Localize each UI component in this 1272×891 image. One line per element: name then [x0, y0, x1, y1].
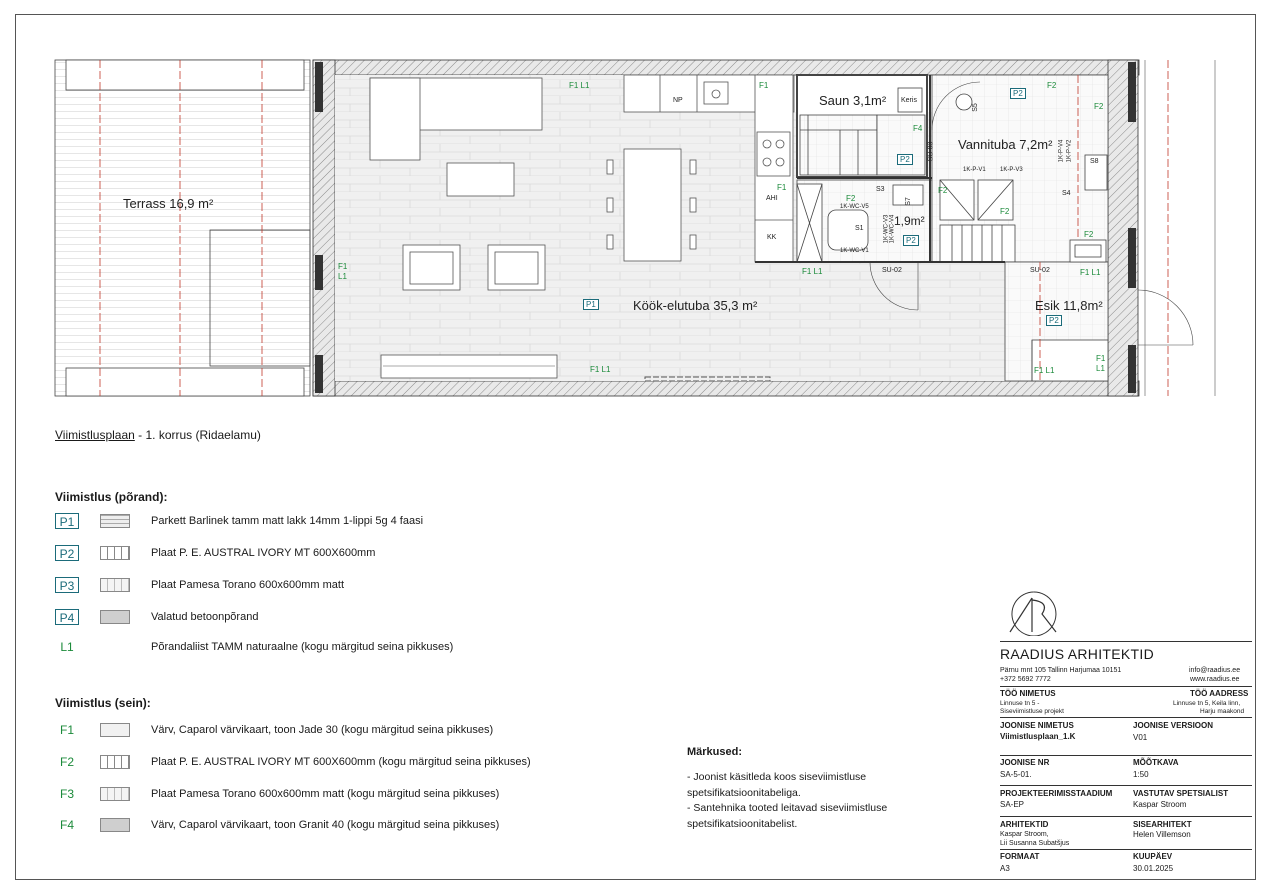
legend-row-f2 [55, 754, 575, 772]
door-su03: SU-03 [927, 141, 935, 162]
legend-text: Plaat P. E. AUSTRAL IVORY MT 600X600mm (kogu märgitud seina pikkuses) [151, 756, 531, 768]
swatch-paint-jade [100, 723, 130, 737]
note-line: - Santehnika tooted leitavad siseviimistluse [687, 802, 888, 814]
finish-tag: F1 [777, 183, 787, 192]
room-label-kitchen-living: Köök-elutuba 35,3 m² [633, 298, 758, 313]
drawing-title-main: Viimistlusplaan [55, 428, 135, 442]
legend-text: Plaat P. E. AUSTRAL IVORY MT 600X600mm [151, 547, 376, 559]
swatch-tile-torano [100, 578, 130, 592]
swatch-tile-ivory [100, 546, 130, 560]
legend-text: Parkett Barlinek tamm matt lakk 14mm 1-lippi 5g 4 faasi [151, 515, 424, 527]
scale-value: 1:50 [1133, 770, 1149, 779]
drawing-name-heading: JOONISE NIMETUS [1000, 721, 1074, 730]
swatch-tile-ivory [100, 755, 130, 769]
finish-tag: F1 L1 [590, 365, 611, 374]
swatch-tile-torano [100, 787, 130, 801]
company-address: Pärnu mnt 105 Tallinn Harjumaa 10151 [1000, 667, 1122, 674]
title-block-rule [1000, 686, 1252, 687]
drawing-no-heading: JOONISE NR [1000, 758, 1050, 767]
drawing-version-value: V01 [1133, 733, 1148, 742]
drawing-name-value: Viimistlusplaan_1.K [1000, 732, 1076, 741]
legend-code: P1 [55, 513, 79, 529]
company-email: info@raadius.ee [1189, 667, 1241, 674]
title-block-rule [1000, 849, 1252, 850]
swatch-parquet [100, 514, 130, 528]
architect-heading: ARHITEKTID [1000, 820, 1049, 829]
legend-code: P4 [55, 609, 79, 625]
date-heading: KUUPÄEV [1133, 852, 1173, 861]
legend-text: Värv, Caparol värvikaart, toon Granit 40 (kogu märgitud seina pikkuses) [151, 819, 500, 831]
legend-row-f1 [55, 722, 575, 740]
interior-architect-value: Helen Villemson [1133, 830, 1191, 839]
finish-tag: F2 [846, 194, 856, 203]
floor-tag: P2 [1046, 315, 1062, 326]
pipe-p-v3: 1K-P-V3 [1000, 167, 1023, 173]
pipe-wc-v1: 1K-WC-V1 [840, 248, 869, 254]
work-name-2: Siseviimistluse projekt [1000, 708, 1064, 715]
work-name-heading: TÖÖ NIMETUS [1000, 689, 1056, 698]
legend-text: Plaat Pamesa Torano 600x600mm matt (kogu märgitud seina pikkuses) [151, 788, 500, 800]
legend-code: F2 [59, 755, 74, 769]
pipe-p-v2: 1K-P-V2 [1066, 139, 1073, 163]
notes-heading: Märkused: [687, 746, 743, 758]
finish-tag: F1 L1 [1034, 366, 1055, 375]
door-su02-wc: SU-02 [882, 267, 902, 274]
finish-tag: F4 [913, 124, 923, 133]
legend-row-p1 [55, 513, 575, 531]
scale-heading: MÕÕTKAVA [1133, 758, 1179, 767]
finish-tag: F1 L1 [1080, 268, 1101, 277]
room-label-bathroom: Vannituba 7,2m² [958, 137, 1053, 152]
legend-row-f4 [55, 817, 575, 835]
fixture-s1: S1 [855, 225, 864, 232]
room-label-sauna: Saun 3,1m² [819, 93, 887, 108]
terrace-deck [55, 60, 310, 396]
legend-row-f3 [55, 786, 575, 804]
work-address-heading: TÖÖ AADRESS [1190, 689, 1249, 698]
legend-code: F3 [59, 787, 74, 801]
finish-tag: F1 [338, 262, 348, 271]
finish-tag: F2 [1094, 102, 1104, 111]
drawing-version-heading: JOONISE VERSIOON [1133, 721, 1214, 730]
title-block-rule [1000, 717, 1252, 718]
fixture-np: NP [673, 97, 683, 104]
floor-legend-heading: Viimistlus (põrand): [55, 490, 168, 504]
architect-2: Lii Susanna Subatšjus [1000, 840, 1070, 847]
title-block-rule [1000, 641, 1252, 642]
logo-mark [1000, 588, 1070, 636]
architect-1: Kaspar Stroom, [1000, 831, 1049, 838]
legend-row-l1 [55, 639, 575, 657]
legend-text: Põrandaliist TAMM naturaalne (kogu märgitud seina pikkuses) [151, 641, 454, 653]
room-label-terrace: Terrass 16,9 m² [123, 196, 214, 211]
drawing-no-value: SA-5-01. [1000, 770, 1032, 779]
finish-tag: F2 [1047, 81, 1057, 90]
fixture-s7: S7 [904, 197, 912, 206]
finish-tag: F1 L1 [802, 267, 823, 276]
pipe-wc-v4: 1K-WC-V4 [889, 214, 896, 244]
stage-value: SA-EP [1000, 800, 1025, 809]
legend-code: P2 [55, 545, 79, 561]
swatch-concrete [100, 610, 130, 624]
door-su02-bath: SU-02 [1030, 267, 1050, 274]
work-address-2: Harju maakond [1200, 708, 1245, 715]
fixture-s8: S8 [1090, 158, 1099, 165]
legend-code: P3 [55, 577, 79, 593]
floor-tag: P1 [583, 299, 599, 310]
finish-tag: F2 [1000, 207, 1010, 216]
finish-tag: F2 [938, 186, 948, 195]
company-phone: +372 5692 7772 [1000, 676, 1051, 683]
legend-code: L1 [60, 640, 74, 654]
date-value: 30.01.2025 [1133, 864, 1174, 873]
pipe-p-v4: 1K-P-V4 [1058, 139, 1065, 163]
note-line: spetsifikatsioonitabelist. [687, 818, 798, 830]
specialist-value: Kaspar Stroom [1133, 800, 1187, 809]
floor-tag: P2 [903, 235, 919, 246]
work-address-1: Linnuse tn 5, Keila linn, [1173, 700, 1241, 707]
legend-text: Värv, Caparol värvikaart, toon Jade 30 (kogu märgitud seina pikkuses) [151, 724, 494, 736]
legend-text: Plaat Pamesa Torano 600x600mm matt [151, 579, 345, 591]
floor-tag: P2 [897, 154, 913, 165]
fixture-s4: S4 [1062, 190, 1071, 197]
finish-tag: L1 [1096, 364, 1105, 373]
room-label-hall: Esik 11,8m² [1035, 298, 1103, 313]
swatch-paint-granit [100, 818, 130, 832]
legend-row-p4 [55, 609, 575, 627]
format-value: A3 [1000, 864, 1010, 873]
fixture-s3: S3 [876, 186, 885, 193]
legend-text: Valatud betoonpõrand [151, 611, 259, 623]
title-block-rule [1000, 785, 1252, 786]
interior-architect-heading: SISEARHITEKT [1133, 820, 1192, 829]
note-line: spetsifikatsioonitabeliga. [687, 787, 801, 799]
drawing-title-suffix: - 1. korrus (Ridaelamu) [134, 428, 261, 442]
work-name-1: Linnuse tn 5 - [1000, 700, 1040, 707]
fixture-fridge: KK [767, 234, 777, 241]
stage-heading: PROJEKTEERIMISSTAADIUM [1000, 789, 1113, 798]
finish-tag: L1 [338, 272, 347, 281]
finish-tag: F2 [1084, 230, 1094, 239]
note-line: - Joonist käsitleda koos siseviimistluse [687, 771, 867, 783]
company-name: RAADIUS ARHITEKTID [1000, 646, 1154, 662]
finish-tag: F1 L1 [569, 81, 590, 90]
legend-row-p3 [55, 577, 575, 595]
company-web: www.raadius.ee [1190, 676, 1240, 683]
fixture-oven: AHI [766, 195, 778, 202]
title-block-rule [1000, 755, 1252, 756]
legend-code: F4 [59, 818, 74, 832]
finish-tag: F1 [1096, 354, 1106, 363]
pipe-p-v1: 1K-P-V1 [963, 167, 986, 173]
exterior-right [1145, 60, 1215, 396]
pipe-wc-v3: 1K-WC-V3 [883, 214, 890, 244]
title-block-rule [1000, 816, 1252, 817]
fixture-stove: Keris [901, 97, 917, 104]
format-heading: FORMAAT [1000, 852, 1040, 861]
wall-legend-heading: Viimistlus (sein): [55, 696, 151, 710]
finish-tag: F1 [759, 81, 769, 90]
floor-tag: P2 [1010, 88, 1026, 99]
legend-row-p2 [55, 545, 575, 563]
drawing-title [55, 428, 261, 442]
pipe-wc-v5: 1K-WC-V5 [840, 204, 869, 210]
legend-code: F1 [59, 723, 74, 737]
fixture-s5: S5 [971, 103, 979, 112]
specialist-heading: VASTUTAV SPETSIALIST [1133, 789, 1229, 798]
room-label-wc: 1,9m² [894, 214, 925, 228]
